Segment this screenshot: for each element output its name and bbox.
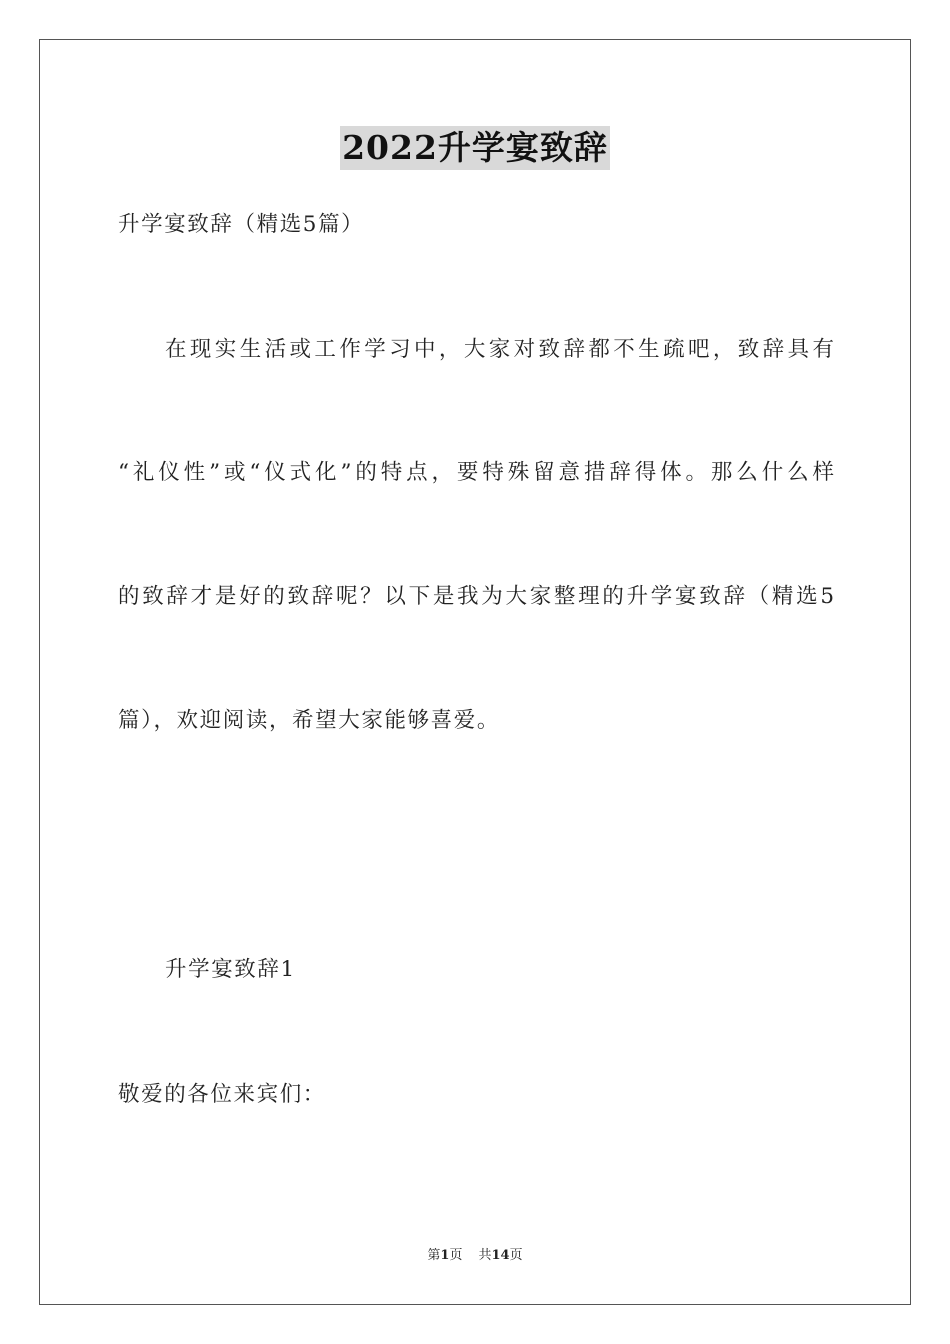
footer-page-number: 1: [440, 1248, 450, 1263]
intro-line-4: 篇），欢迎阅读，希望大家能够喜爱。: [118, 708, 500, 733]
footer-total-suffix: 页: [509, 1248, 523, 1263]
footer-page-suffix: 页: [449, 1248, 463, 1263]
footer-total-pages: 14: [491, 1248, 510, 1263]
salutation: 敬爱的各位来宾们：: [118, 1082, 326, 1107]
document-subtitle: 升学宴致辞（精选5篇）: [118, 212, 365, 237]
intro-line-1: 在现实生活或工作学习中，大家对致辞都不生疏吧，致辞具有: [165, 337, 834, 362]
document-title: 2022升学宴致辞: [340, 126, 610, 170]
page-footer: [0, 1246, 950, 1266]
intro-line-3: 的致辞才是好的致辞呢？以下是我为大家整理的升学宴致辞（精选5: [118, 584, 834, 609]
title-container: [0, 126, 950, 170]
footer-total-prefix: 共: [478, 1248, 492, 1263]
footer-page-prefix: 第: [427, 1248, 441, 1263]
intro-line-2: “礼仪性”或“仪式化”的特点，要特殊留意措辞得体。那么什么样: [118, 460, 834, 485]
section-heading: 升学宴致辞1: [165, 957, 296, 982]
